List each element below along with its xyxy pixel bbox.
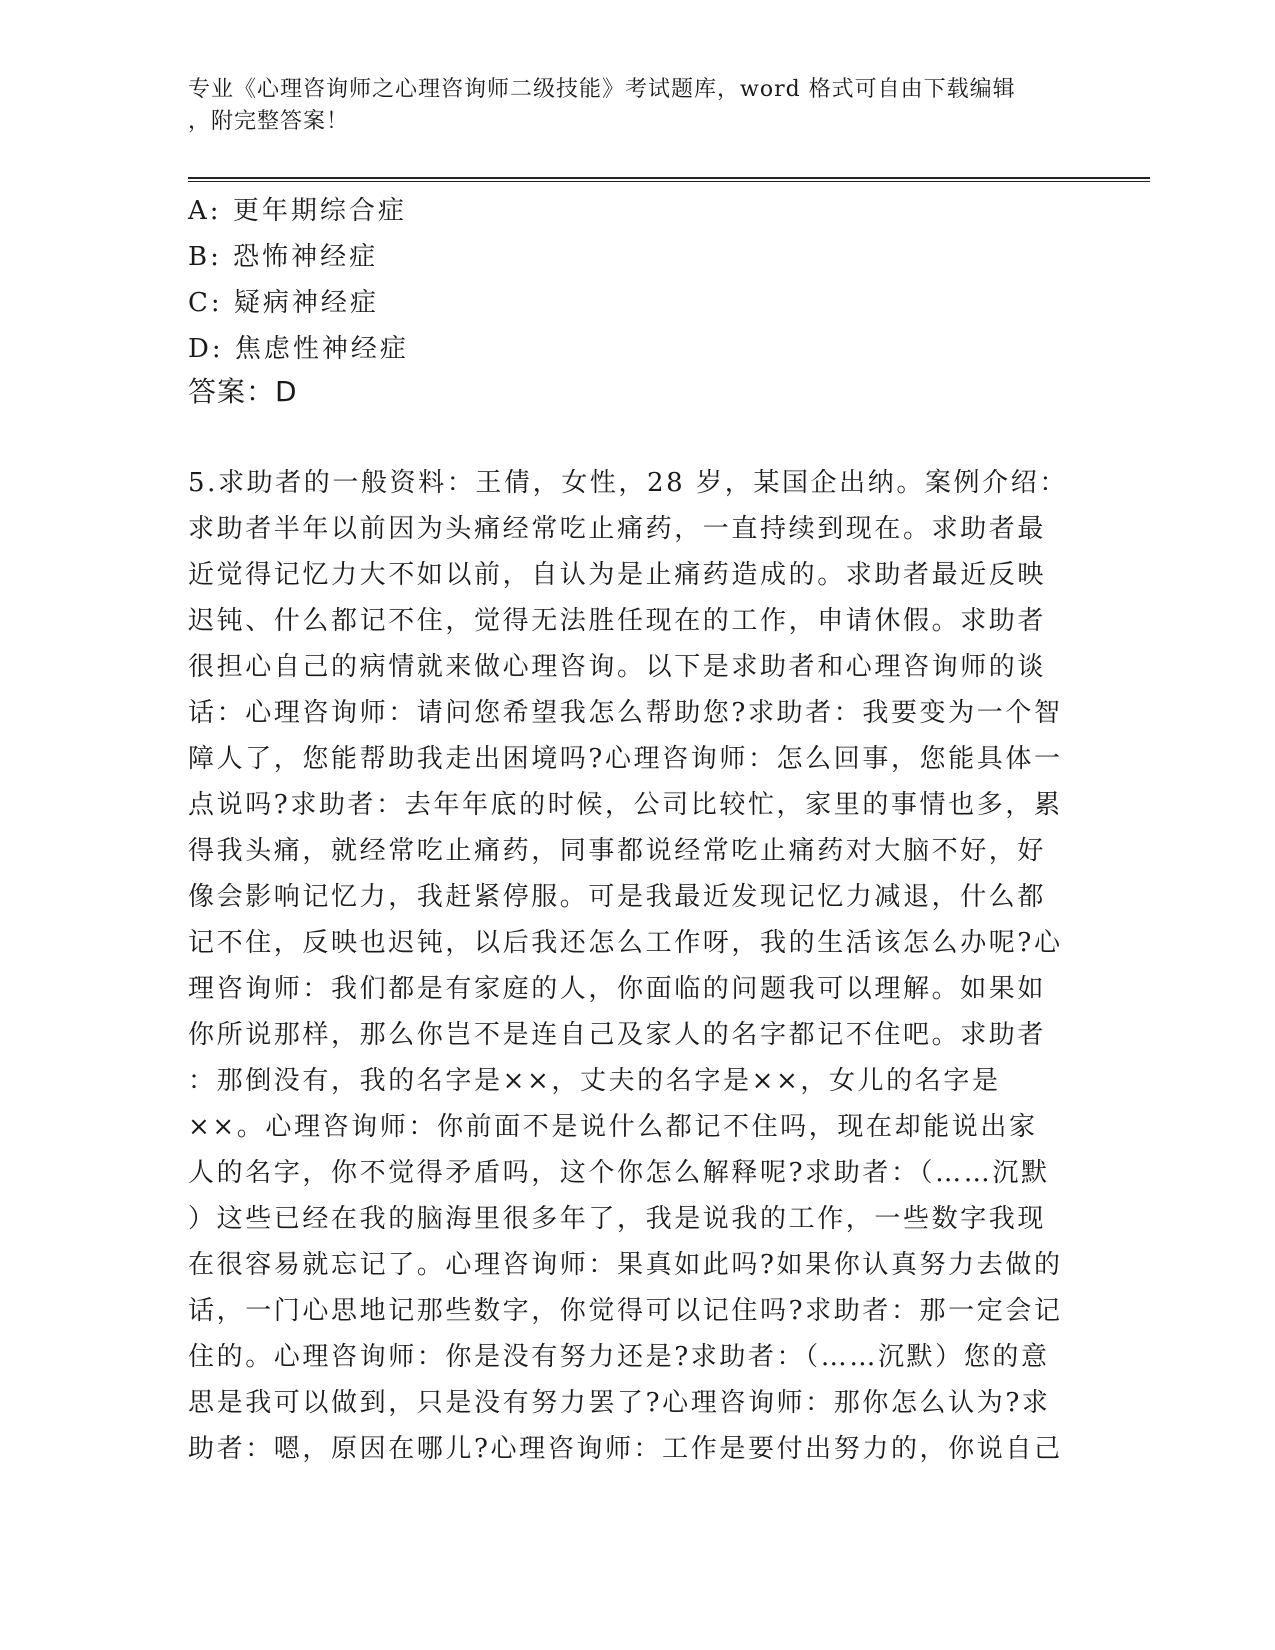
option-label: D:	[188, 334, 224, 364]
option-b	[188, 234, 1088, 280]
answer-options	[188, 188, 1088, 372]
question-line: 迟钝、什么都记不住，觉得无法胜任现在的工作，申请休假。求助者	[188, 606, 1047, 636]
question-line: 理咨询师：我们都是有家庭的人，你面临的问题我可以理解。如果如	[188, 974, 1047, 1004]
question-line: 像会影响记忆力，我赶紧停服。可是我最近发现记忆力减退，什么都	[188, 882, 1047, 912]
question-line: 人的名字，你不觉得矛盾吗，这个你怎么解释呢?求助者：（……沉默	[188, 1158, 1050, 1188]
option-label: A:	[188, 196, 222, 226]
question-line: 很担心自己的病情就来做心理咨询。以下是求助者和心理咨询师的谈	[188, 652, 1047, 682]
question-5-text	[188, 460, 1068, 1472]
header-title-line2: ，附完整答案！	[188, 109, 350, 134]
option-text: 更年期综合症	[232, 196, 407, 226]
option-a	[188, 188, 1088, 234]
page-header	[188, 74, 1068, 138]
header-title-line1: 专业《心理咨询师之心理咨询师二级技能》考试题库，word 格式可自由下载编辑	[188, 77, 1016, 102]
question-line: 求助者半年以前因为头痛经常吃止痛药，一直持续到现在。求助者最	[188, 514, 1047, 544]
option-c	[188, 280, 1088, 326]
option-label: C:	[188, 288, 223, 318]
question-line: 思是我可以做到，只是没有努力罢了?心理咨询师：那你怎么认为?求	[188, 1388, 1051, 1418]
question-line: ××。心理咨询师：你前面不是说什么都记不住吗，现在却能说出家	[188, 1112, 1038, 1142]
option-d	[188, 326, 1088, 372]
question-line: 记不住，反映也迟钝，以后我还怎么工作呀，我的生活该怎么办呢?心	[188, 928, 1063, 958]
question-line: 住的。心理咨询师：你是没有努力还是?求助者：（……沉默）您的意	[188, 1342, 1050, 1372]
option-label: B:	[188, 242, 222, 272]
answer-key: 答案：D	[188, 375, 298, 408]
option-text: 恐怖神经症	[233, 242, 379, 272]
question-line: 点说吗?求助者：去年年底的时候，公司比较忙，家里的事情也多，累	[188, 790, 1063, 820]
option-text: 焦虑性神经症	[234, 334, 409, 364]
question-line: 话：心理咨询师：请问您希望我怎么帮助您?求助者：我要变为一个智	[188, 698, 1063, 728]
question-line: ：那倒没有，我的名字是××，丈夫的名字是××，女儿的名字是	[188, 1066, 1001, 1096]
header-divider	[188, 177, 1150, 182]
question-line: 你所说那样，那么你岂不是连自己及家人的名字都记不住吧。求助者	[188, 1020, 1047, 1050]
question-line: 助者：嗯，原因在哪儿?心理咨询师：工作是要付出努力的，你说自己	[188, 1434, 1063, 1464]
question-line: 5.求助者的一般资料：王倩，女性，28 岁，某国企出纳。案例介绍：	[188, 468, 1068, 498]
question-line: 近觉得记忆力大不如以前，自认为是止痛药造成的。求助者最近反映	[188, 560, 1047, 590]
option-text: 疑病神经症	[233, 288, 379, 318]
question-line: ）这些已经在我的脑海里很多年了，我是说我的工作，一些数字我现	[188, 1204, 1047, 1234]
question-line: 障人了，您能帮助我走出困境吗?心理咨询师：怎么回事，您能具体一	[188, 744, 1063, 774]
question-line: 话，一门心思地记那些数字，你觉得可以记住吗?求助者：那一定会记	[188, 1296, 1063, 1326]
question-line: 得我头痛，就经常吃止痛药，同事都说经常吃止痛药对大脑不好，好	[188, 836, 1047, 866]
question-line: 在很容易就忘记了。心理咨询师：果真如此吗?如果你认真努力去做的	[188, 1250, 1063, 1280]
